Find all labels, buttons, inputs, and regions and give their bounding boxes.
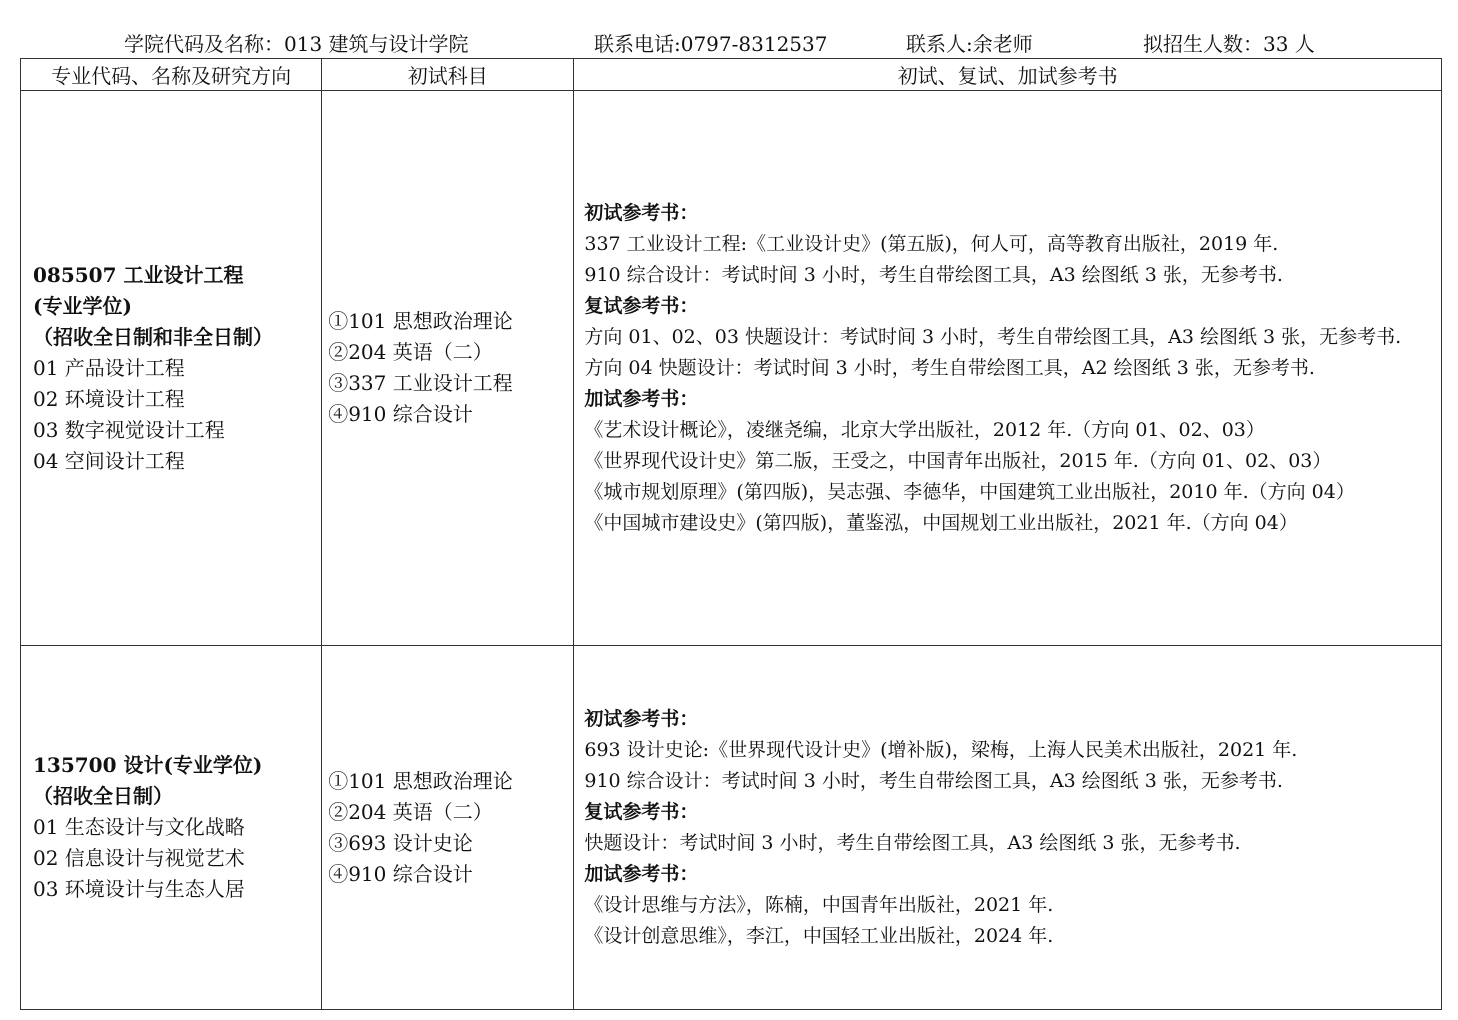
contact-phone: 联系电话:0797-8312537	[594, 32, 828, 56]
retest-books-label: 复试参考书：	[584, 800, 699, 823]
books-cell	[574, 646, 1442, 1010]
direction-item: 04 空间设计工程	[33, 448, 185, 473]
major-mode: （招收全日制）	[33, 784, 173, 808]
subject-item: ①101 思想政治理论	[328, 768, 513, 793]
book-entry: 《城市规划原理》(第四版)，吴志强、李德华，中国建筑工业出版社，2010 年.（方向 04）	[584, 480, 1355, 503]
extra-books-label: 加试参考书：	[584, 862, 699, 885]
book-entry: 910 综合设计：考试时间 3 小时，考生自带绘图工具，A3 绘图纸 3 张，无参考书.	[584, 263, 1283, 286]
major-code-name: 085507 工业设计工程	[33, 262, 244, 287]
table-header-row	[21, 59, 1442, 91]
initial-books-label: 初试参考书：	[584, 707, 699, 730]
books-cell	[574, 91, 1442, 646]
column-header-subjects: 初试科目	[322, 59, 574, 91]
direction-item: 03 数字视觉设计工程	[33, 417, 225, 442]
book-entry: 方向 01、02、03 快题设计：考试时间 3 小时，考生自带绘图工具，A3 绘图纸 3 张，无参考书.	[584, 325, 1402, 348]
program-table	[20, 58, 1442, 1010]
direction-item: 02 信息设计与视觉艺术	[33, 846, 245, 870]
college-name: 学院代码及名称：013 建筑与设计学院	[124, 32, 469, 56]
table-row	[21, 91, 1442, 646]
major-code-name: 135700 设计(专业学位)	[33, 753, 263, 777]
subject-item: ③693 设计史论	[328, 830, 473, 855]
book-entry: 693 设计史论:《世界现代设计史》(增补版)，梁梅，上海人民美术出版社，2021 年.	[584, 738, 1298, 761]
major-degree: (专业学位)	[33, 293, 132, 318]
column-header-books: 初试、复试、加试参考书	[574, 59, 1442, 91]
major-mode: （招收全日制和非全日制）	[33, 324, 273, 349]
subject-item: ①101 思想政治理论	[328, 309, 513, 333]
book-entry: 《艺术设计概论》，凌继尧编，北京大学出版社，2012 年.（方向 01、02、03）	[584, 418, 1265, 441]
extra-books-label: 加试参考书：	[584, 387, 699, 410]
direction-item: 02 环境设计工程	[33, 386, 185, 411]
column-header-major: 专业代码、名称及研究方向	[21, 59, 322, 91]
direction-item: 01 生态设计与文化战略	[33, 815, 245, 839]
subjects-cell	[322, 646, 574, 1010]
initial-books-label: 初试参考书：	[584, 201, 699, 224]
subject-item: ④910 综合设计	[328, 861, 473, 886]
subjects-cell	[322, 91, 574, 646]
document-header	[0, 30, 1458, 58]
subject-item: ②204 英语（二）	[328, 799, 493, 824]
book-entry: 《设计创意思维》，李江，中国轻工业出版社，2024 年.	[584, 924, 1054, 947]
book-entry: 《中国城市建设史》(第四版)，董鉴泓，中国规划工业出版社，2021 年.（方向 04）	[584, 511, 1298, 534]
book-entry: 快题设计：考试时间 3 小时，考生自带绘图工具，A3 绘图纸 3 张，无参考书.	[584, 831, 1241, 854]
major-cell	[21, 646, 322, 1010]
book-entry: 《世界现代设计史》第二版，王受之，中国青年出版社，2015 年.（方向 01、02、03）	[584, 449, 1332, 472]
subject-item: ②204 英语（二）	[328, 340, 493, 364]
retest-books-label: 复试参考书：	[584, 294, 699, 317]
book-entry: 910 综合设计：考试时间 3 小时，考生自带绘图工具，A3 绘图纸 3 张，无参考书.	[584, 769, 1283, 792]
major-cell	[21, 91, 322, 646]
enrollment-quota: 拟招生人数：33 人	[1143, 32, 1315, 56]
book-entry: 337 工业设计工程:《工业设计史》(第五版)，何人可，高等教育出版社，2019 年.	[584, 232, 1279, 255]
subject-item: ③337 工业设计工程	[328, 371, 513, 395]
direction-item: 01 产品设计工程	[33, 355, 185, 380]
subject-item: ④910 综合设计	[328, 402, 473, 426]
contact-person: 联系人:余老师	[906, 32, 1033, 56]
book-entry: 《设计思维与方法》，陈楠，中国青年出版社，2021 年.	[584, 893, 1054, 916]
book-entry: 方向 04 快题设计：考试时间 3 小时，考生自带绘图工具，A2 绘图纸 3 张，无参考书.	[584, 356, 1315, 379]
direction-item: 03 环境设计与生态人居	[33, 877, 245, 901]
table-row	[21, 646, 1442, 1010]
